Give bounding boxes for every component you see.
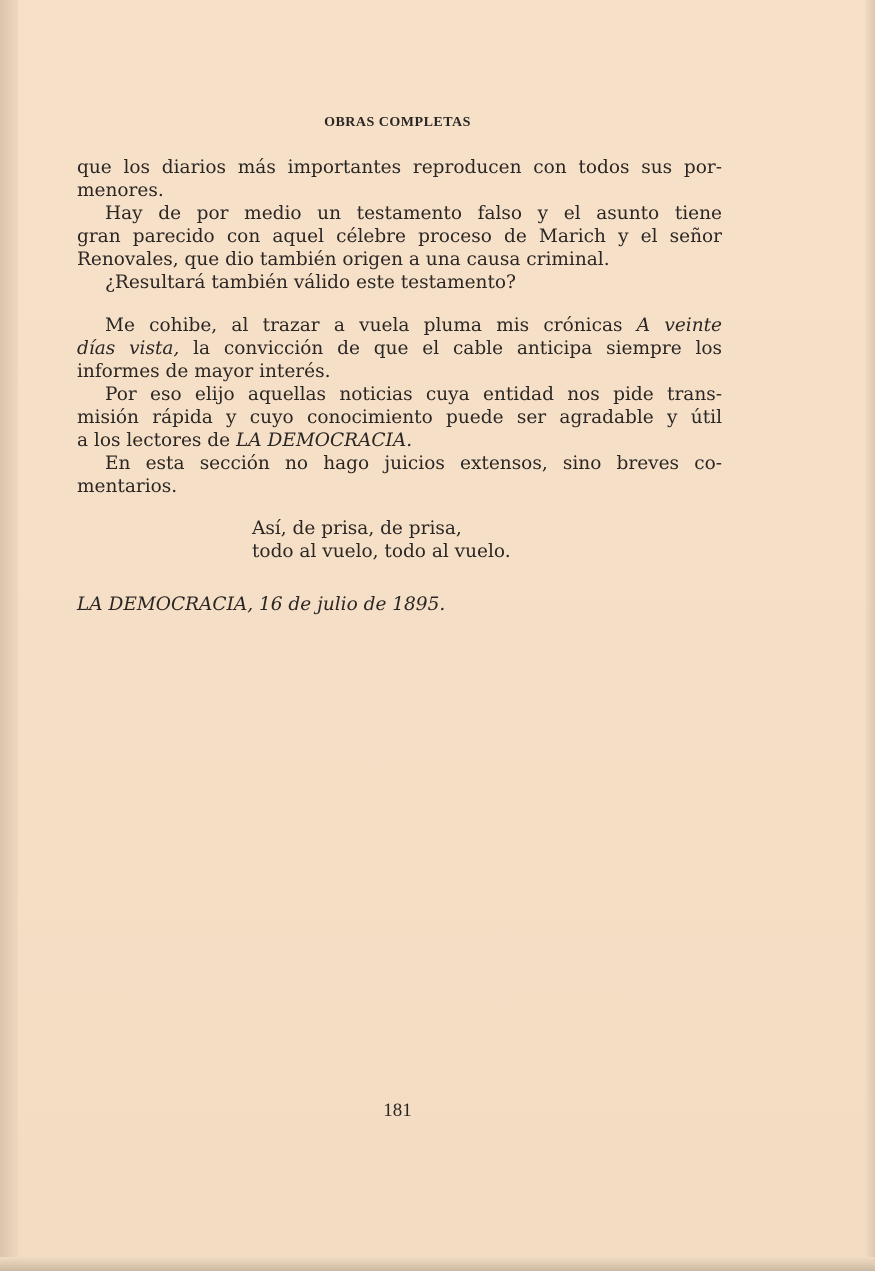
paragraph-3-line-1: ¿Resultará también válido este testamento? xyxy=(105,272,516,293)
paragraph-4-italic-title-cont: días vista, xyxy=(77,338,180,359)
paragraph-4-line-1 xyxy=(77,314,722,337)
paragraph-1-line-2: menores. xyxy=(77,180,164,201)
page-right-edge xyxy=(865,0,875,1271)
running-head: OBRAS COMPLETAS xyxy=(324,115,471,130)
page-left-edge xyxy=(0,0,18,1271)
verse-line-2: todo al vuelo, todo al vuelo. xyxy=(252,541,511,562)
paragraph-5-italic-newspaper: LA DEMOCRACIA. xyxy=(235,430,413,451)
paragraph-2-line-2: gran parecido con aquel célebre proceso de Marich y el señor xyxy=(77,226,722,247)
verse-quote xyxy=(252,517,511,563)
verse-line-1: Así, de prisa, de prisa, xyxy=(252,518,462,539)
paragraph-4-text-cont: la convicción de que el cable anticipa siempre los xyxy=(179,338,723,359)
paragraph-6-line-2: mentarios. xyxy=(77,476,178,497)
body-text xyxy=(77,156,722,498)
paragraph-1-line-1: que los diarios más importantes reproducen con todos sus por- xyxy=(77,157,722,178)
paragraph-4-text: Me cohibe, al trazar a vuela pluma mis crónicas xyxy=(105,315,637,336)
page-bottom-edge xyxy=(0,1257,875,1271)
paragraph-2-line-1: Hay de por medio un testamento falso y el asunto tiene xyxy=(105,203,722,224)
paragraph-4-line-2 xyxy=(77,337,722,360)
source-signature: LA DEMOCRACIA, 16 de julio de 1895. xyxy=(77,594,446,615)
paragraph-4-line-3: informes de mayor interés. xyxy=(77,361,331,382)
paragraph-6-line-1: En esta sección no hago juicios extensos, sino breves co- xyxy=(105,453,722,474)
paragraph-5-line-1: Por eso elijo aquellas noticias cuya entidad nos pide trans- xyxy=(105,384,722,405)
paragraph-5-text: a los lectores de xyxy=(77,430,236,451)
paragraph-5-line-2: misión rápida y cuyo conocimiento puede ser agradable y útil xyxy=(77,407,722,428)
paragraph-4-italic-title: A veinte xyxy=(636,315,722,336)
paragraph-2-line-3: Renovales, que dio también origen a una causa criminal. xyxy=(77,249,610,270)
paragraph-5-line-3 xyxy=(77,429,722,452)
page-number: 181 xyxy=(383,1100,412,1121)
